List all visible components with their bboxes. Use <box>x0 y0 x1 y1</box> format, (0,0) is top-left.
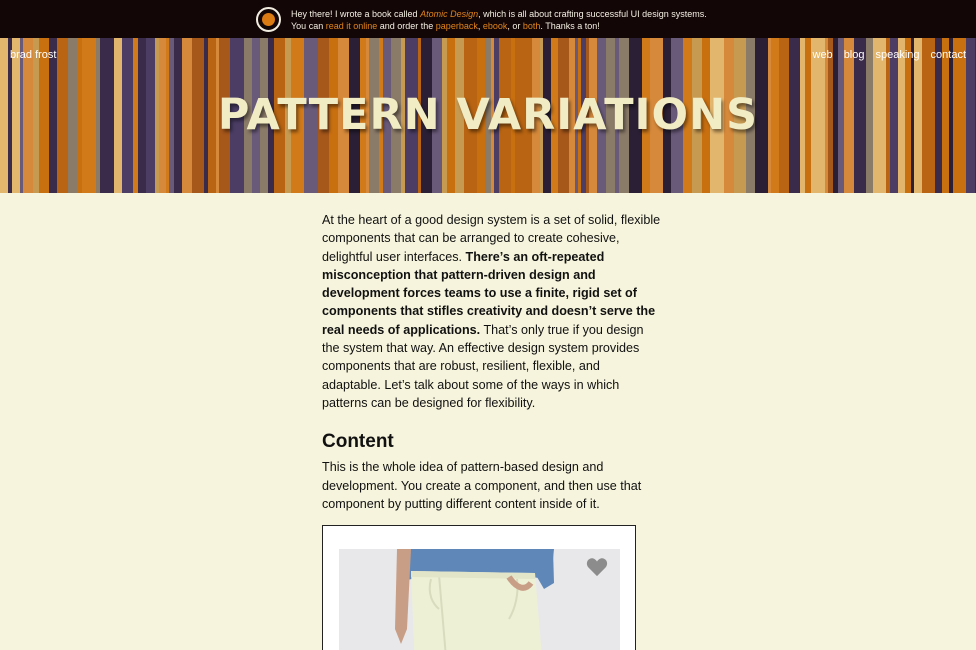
brand-link[interactable]: brad frost <box>10 49 57 61</box>
intro-paragraph <box>322 211 662 412</box>
intro-bold-text: There’s an oft-repeated misconception that pattern-driven design and development forces teams to use a finite, rigid set of components that stifles creativity and doesn’t serve the real needs of applications. <box>322 249 656 337</box>
product-photo-illustration <box>339 549 620 650</box>
promo-banner <box>0 0 976 38</box>
article-body <box>322 211 662 513</box>
product-image <box>339 549 620 650</box>
promo-text-3: and order the <box>377 21 436 31</box>
both-link[interactable]: both <box>522 21 541 31</box>
read-online-link[interactable]: read it online <box>325 21 378 31</box>
ebook-link[interactable]: ebook <box>482 21 508 31</box>
nav-item-contact[interactable]: contact <box>930 49 966 61</box>
nav-item-web[interactable]: web <box>812 49 833 61</box>
promo-text-6: . Thanks a ton! <box>540 21 600 31</box>
page-title: PATTERN VARIATIONS <box>217 90 759 140</box>
promo-text-1: Hey there! I wrote a book called <box>291 9 421 19</box>
atomic-design-logo-icon[interactable] <box>256 7 281 32</box>
promo-text-2: , which is all about crafting successful UI design systems. You can <box>291 9 707 31</box>
promo-text-4: , <box>477 21 483 31</box>
nav-item-blog[interactable]: blog <box>843 49 865 61</box>
heart-icon[interactable] <box>586 557 608 577</box>
section-paragraph: This is the whole idea of pattern-based design and development. You create a component, and then use that component by putting different content inside of it. <box>322 460 642 511</box>
intro-text-1: At the heart of a good design system is a set of solid, flexible components that can be arranged to create cohesive, delightful user interfaces. <box>322 213 661 264</box>
promo-text <box>291 8 721 32</box>
section-heading: Content <box>322 431 394 453</box>
main-nav <box>813 49 967 61</box>
book-title: Atomic Design <box>420 9 479 19</box>
promo-text-5: , or <box>507 21 523 31</box>
paperback-link[interactable]: paperback <box>435 21 478 31</box>
nav-item-speaking[interactable]: speaking <box>875 49 920 61</box>
example-product-card <box>322 525 636 650</box>
intro-text-2: That’s only true if you design the system that way. An effective design system provides components that are robust, resilient, flexible, and adaptable. Let’s talk about some of the ways in which patterns can be designed for flexibility. <box>322 322 644 410</box>
